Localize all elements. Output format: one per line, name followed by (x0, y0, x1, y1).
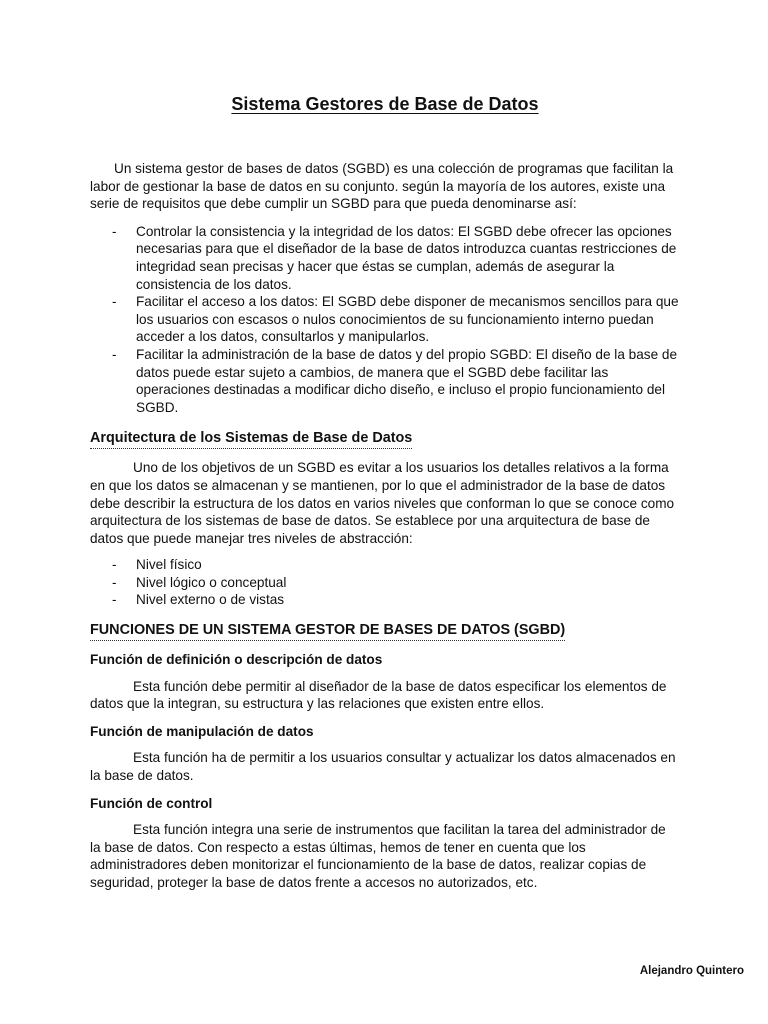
definition-paragraph: Esta función debe permitir al diseñador de la base de datos especificar los elementos de datos que la integran, su estructura y las relaciones que existen entre ellos. (90, 678, 667, 712)
footer-author: Alejandro Quintero (639, 965, 744, 977)
functions-heading: FUNCIONES DE UN SISTEMA GESTOR DE BASES DE DATOS (SGBD) (90, 621, 565, 641)
dash-bullet: - (112, 223, 117, 239)
manipulation-paragraph: Esta función ha de permitir a los usuarios consultar y actualizar los datos almacenados en la base de datos. (90, 750, 676, 784)
requirement-text: Facilitar el acceso a los datos: El SGBD debe disponer de mecanismos sencillos para que los usuarios con escasos o nulos conocimientos de su funcionamiento interno puedan acceder a los datos, consultarlos y manipularlos. (136, 294, 679, 345)
level-text: Nivel físico (136, 557, 202, 573)
list-item (90, 574, 680, 592)
dash-bullet: - (112, 294, 117, 310)
requirement-text: Facilitar la administración de la base de datos y del propio SGBD: El diseño de la base de datos puede estar sujeto a cambios, de manera que el SGBD debe facilitar las operaciones destinadas a modificar dicho diseño, e incluso el propio funcionamiento del SGBD. (136, 346, 678, 415)
list-item (90, 591, 680, 609)
requirement-text: Controlar la consistencia y la integridad de los datos: El SGBD debe ofrecer las opciones necesarias para que el diseñador de la base de datos introduzca cuantas restricciones de integridad sean precisas y hacer que éstas se cumplan, además de asegurar la consistencia de los datos. (136, 223, 677, 292)
control-heading: Función de control (90, 795, 213, 811)
document-title: Sistema Gestores de Base de Datos (231, 94, 539, 114)
architecture-paragraph: Uno de los objetivos de un SGBD es evitar a los usuarios los detalles relativos a la forma en que los datos se almacenan y se mantienen, por lo que el administrador de la base de datos debe describir la estructura de los datos en varios niveles que conforman lo que se conoce como arquitectura de los sistemas de base de datos. Se establece por una arquitectura de base de datos que puede manejar tres niveles de abstracción: (90, 460, 675, 546)
level-text: Nivel externo o de vistas (136, 592, 285, 608)
list-item (90, 293, 680, 346)
document-page (90, 92, 680, 892)
intro-paragraph: Un sistema gestor de bases de datos (SGBD) es una colección de programas que facilitan la labor de gestionar la base de datos en su conjunto. según la mayoría de los autores, existe una serie de requisitos que debe cumplir un SGBD para que pueda denominarse así: (90, 161, 674, 212)
list-item (90, 346, 680, 416)
manipulation-heading: Función de manipulación de datos (90, 723, 314, 739)
dash-bullet: - (112, 592, 117, 608)
levels-list (90, 556, 680, 609)
control-paragraph: Esta función integra una serie de instrumentos que facilitan la tarea del administrador de la base de datos. Con respecto a estas últimas, hemos de tener en cuenta que los administradores deben monitorizar el funcionamiento de la base de datos, realizar copias de seguridad, proteger la base de datos frente a accesos no autorizados, etc. (90, 822, 666, 890)
architecture-heading: Arquitectura de los Sistemas de Base de Datos (90, 429, 412, 449)
requirements-list (90, 223, 680, 417)
level-text: Nivel lógico o conceptual (136, 574, 287, 590)
dash-bullet: - (112, 557, 117, 573)
definition-heading: Función de definición o descripción de datos (90, 652, 383, 668)
list-item (90, 556, 680, 574)
dash-bullet: - (112, 574, 117, 590)
dash-bullet: - (112, 346, 117, 362)
list-item (90, 223, 680, 293)
